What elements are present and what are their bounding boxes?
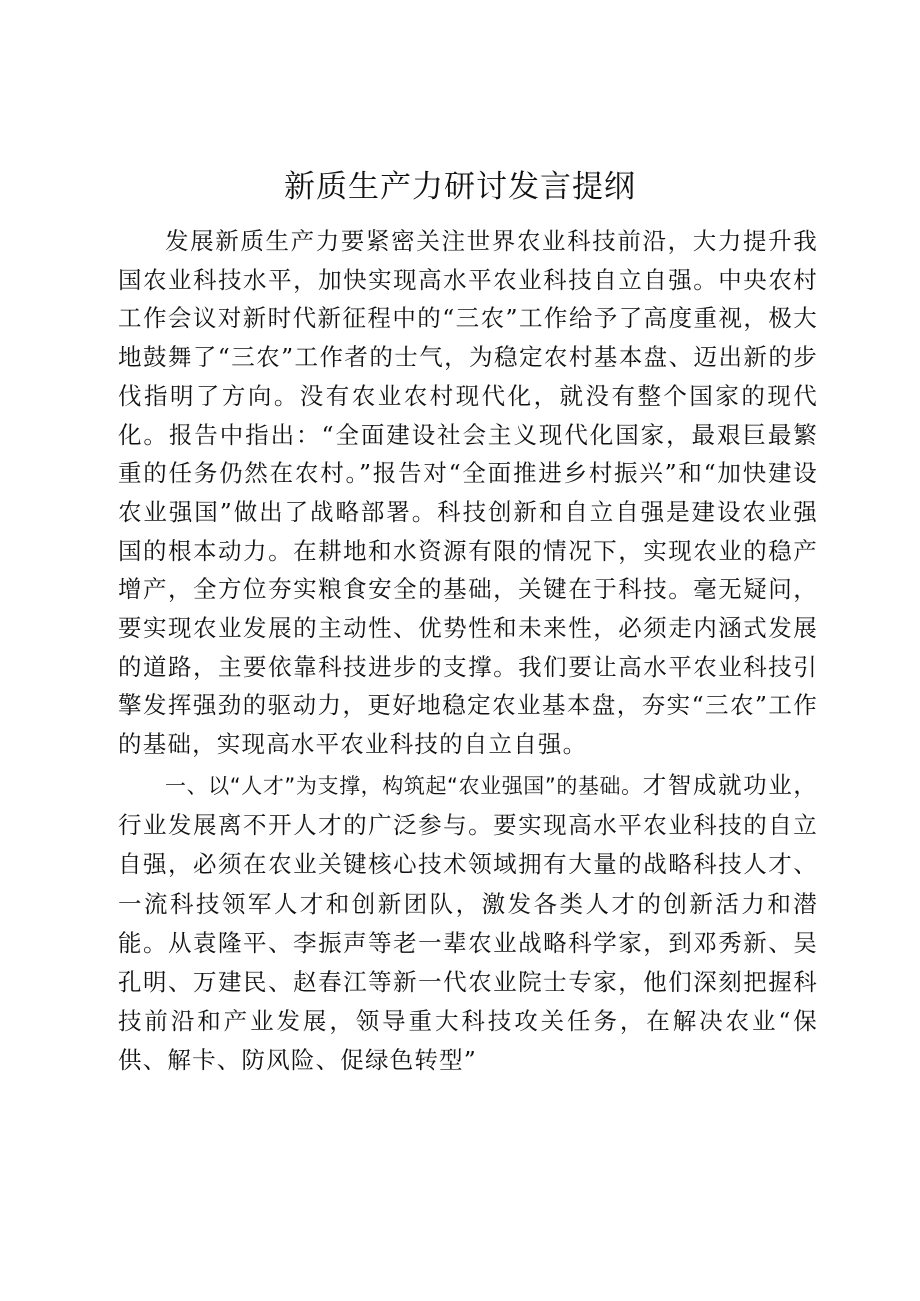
intro-paragraph-text: 发展新质生产力要紧密关注世界农业科技前沿，大力提升我国农业科技水平，加快实现高水平农业科技自立自强。中央农村工作会议对新时代新征程中的“三农”工作给予了高度重视，极大地鼓舞了“三农”工作者的士气，为稳定农村基本盘、迈出新的步伐指明了方向。没有农业农村现代化，就没有整个国家的现代化。报告中指出：“全面建设社会主义现代化国家，最艰巨最繁重的任务仍然在农村。”报告对“全面推进乡村振兴”和“加快建设农业强国”做出了战略部署。科技创新和自立自强是建设农业强国的根本动力。在耕地和水资源有限的情况下，实现农业的稳产增产，全方位夯实粮食安全的基础，关键在于科技。毫无疑问，要实现农业发展的主动性、优势性和未来性，必须走内涵式发展的道路，主要依靠科技进步的支撑。我们要让高水平农业科技引擎发挥强劲的驱动力，更好地稳定农业基本盘，夯实“三农”工作的基础，实现高水平农业科技的自立自强。 [118, 227, 818, 759]
section-one-text: 才智成就功业，行业发展离不开人才的广泛参与。要实现高水平农业科技的自立自强，必须在农业关键核心技术领域拥有大量的战略科技人才、一流科技领军人才和创新团队，激发各类人才的创新活力和潜能。从袁隆平、李振声等老一辈农业战略科学家，到邓秀新、吴孔明、万建民、赵春江等新一代农业院士专家，他们深刻把握科技前沿和产业发展，领导重大科技攻关任务，在解决农业“保供、解卡、防风险、促绿色转型” [118, 771, 818, 1075]
section-one-heading: 一、以“人才”为支撑，构筑起“农业强国”的基础。 [165, 774, 643, 798]
document-title: 新质生产力研讨发言提纲 [284, 169, 636, 205]
intro-paragraph [118, 222, 818, 764]
section-one-paragraph [118, 766, 818, 1081]
